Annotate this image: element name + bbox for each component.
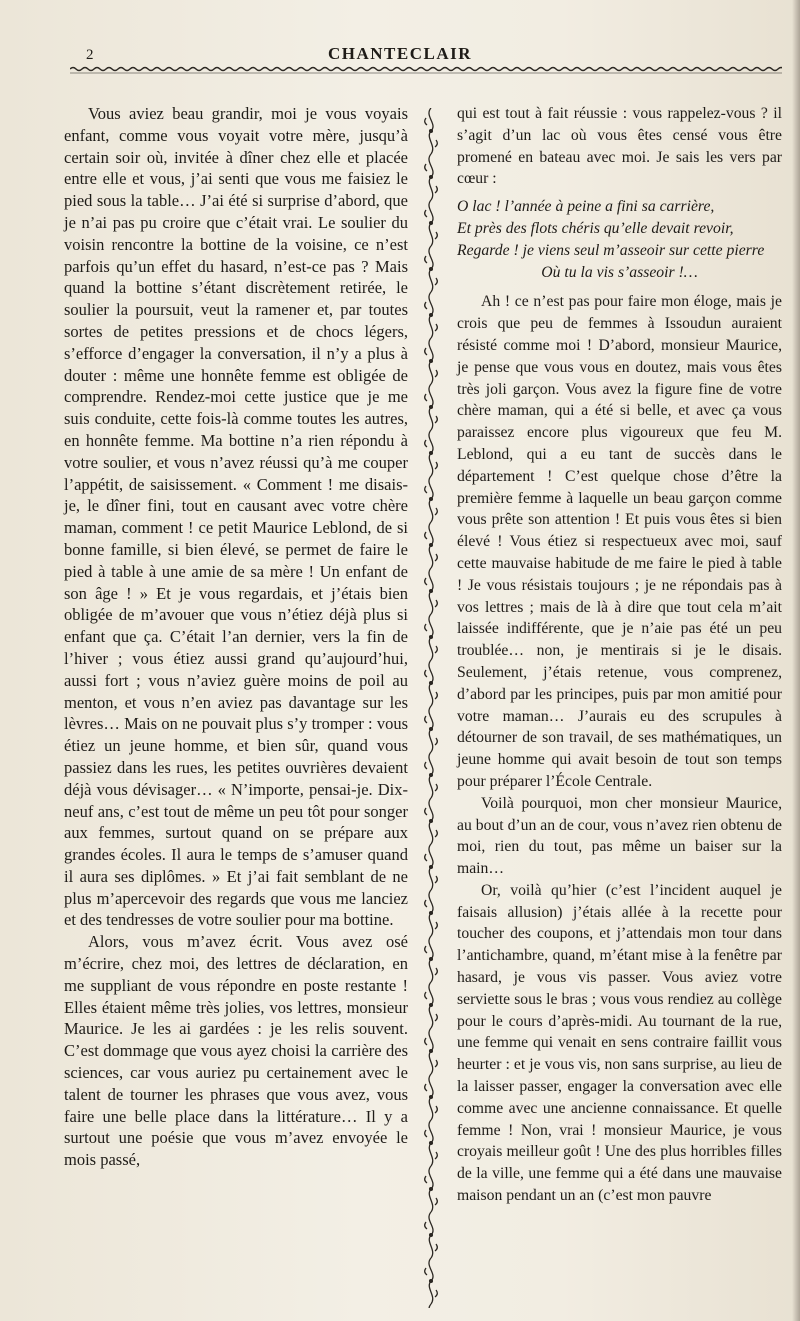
right-column — [457, 103, 782, 1207]
journal-title: CHANTECLAIR — [327, 44, 473, 63]
verse-block — [457, 196, 782, 283]
vertical-floral-ornament-icon — [420, 108, 442, 1308]
wavy-header-rule — [70, 65, 782, 75]
paragraph: Alors, vous m’avez écrit. Vous avez osé m’écrire, chez moi, des lettres de déclaration, en me suppliant de vous répondre en poste restante ! Elles étaient même très jolies, vos lettres, monsieur Maurice. Je les ai gardées : je les relis souvent. C’est dommage que vous ayez choisi la carrière des sciences, car vous auriez pu certainement avec le talent de tourner les phrases que vous avez, vous faire une belle place dans la littérature… Il y a surtout une poésie que vous m’avez envoyée le mois passé, — [64, 932, 408, 1170]
paragraph: Vous aviez beau grandir, moi je vous voyais enfant, comme vous voyait votre mère, jusqu’à certain soir où, invitée à dîner chez elle et placée entre elle et vous, j’ai senti que vous me faisiez le pied sous la table… J’ai été si surprise d’abord, que je n’ai pas pu croire que c’était vrai. Le soulier du voisin rencontre la bottine de la voisine, ce n’est parfois qu’un effet du hasard, n’est-ce pas ? Mais quand la bottine s’étant discrètement retirée, le soulier la poursuit, veut la ramener et, par toutes sortes de petites pressions et de chocs légers, s’efforce d’engager la conversation, il n’y a plus à douter : même une honnête femme est obligée de comprendre. Rendez-moi cette justice que je me suis conduite, cette fois-là comme toutes les autres, en honnête femme. Ma bottine n’a rien répondu à votre soulier, et vous n’avez réussi qu’à me couper l’appétit, de saisissement. « Comment ! me disais-je, le dîner fini, tout en causant avec votre chère maman, comment ! ce petit Maurice Leblond, de si bonne famille, si bien élevé, se permet de faire le pied à table à une amie de sa mère ! Un enfant de son âge ! » Et je vous regardais, et j’étais bien obligée de m’avouer que vous n’étiez déjà plus si enfant que ça. C’était l’an dernier, vers la fin de l’hiver ; vous étiez aussi grand qu’aujourd’hui, aussi fort ; vous n’aviez guère moins de poil au menton, et vous n’en aviez pas davantage sur les lèvres… Mais on ne pouvait plus s’y tromper : vous étiez un jeune homme, et bien sûr, quand vous passiez dans les rues, les petites ouvrières devaient déjà vous dévisager… « N’importe, pensai-je. Dix-neuf ans, c’est tout de même un peu tôt pour songer aux femmes, surtout quand on se prépare aux grandes écoles. Il aura le temps de s’amuser quand il aura ses diplômes. » Et j’ai fait semblant de ne plus m’apercevoir des regards que vous me lanciez et des tendresses de votre soulier pour ma bottine. — [64, 104, 408, 930]
paragraph: qui est tout à fait réussie : vous rappelez-vous ? il s’agit d’un lac où vous êtes censé vous être promené en bateau avec moi. Je sais les vers par cœur : — [457, 105, 782, 188]
verse-line: Où tu la vis s’asseoir !… — [541, 263, 698, 281]
page-header — [0, 40, 800, 80]
verse-line: O lac ! l’année à peine a fini sa carrière, — [457, 198, 715, 216]
paragraph: Ah ! ce n’est pas pour faire mon éloge, mais je crois que peu de femmes à Issoudun auraient résisté comme moi ! D’abord, monsieur Maurice, je pense que vous vous en doutez, mais vous êtes très joli garçon. Vous avez la figure fine de votre chère maman, qui a été si belle, et avec ça vous paraissez encore plus vigoureux que feu M. Leblond, qui a eu tant de succès dans le département ! C’est quelque chose d’être la première femme à laquelle un beau garçon comme vous prête son attention ! Et puis vous êtes si bien élevé ! Vous étiez si respectueux avec moi, sauf cette mauvaise habitude de me faire le pied à table ! Je vous résistais toujours ; je ne répondais pas à vos lettres ; mais de là à dire que tout cela m’ait laissée indifférente, que je n’aie pas été un peu troublée… non, je mentirais si je le disais. Seulement, j’étais retenue, vous comprenez, d’abord par les principes, puis par mon amitié pour votre maman… J’aurais eu des scrupules à détourner de son travail, de ses mathématiques, un jeune homme qui avait besoin de tout son temps pour préparer l’École Centrale. — [457, 293, 782, 790]
left-column — [64, 103, 408, 1171]
verse-line: Regarde ! je viens seul m’asseoir sur cette pierre — [457, 241, 765, 259]
page-edge-shadow — [792, 0, 800, 1321]
paragraph: Or, voilà qu’hier (c’est l’incident auquel je faisais allusion) j’étais allée à la recette pour toucher des coupons, et j’attendais mon tour dans l’antichambre, quand, m’étant mise à la fenêtre par hasard, je vous vis passer. Vous aviez votre serviette sous le bras ; vous vous rendiez au collège pour le cours d’après-midi. Au tournant de la rue, une femme qui venait en sens contraire faillit vous heurter : et je vous vis, non sans surprise, au lieu de la laisser passer, engager la conversation avec elle comme avec une ancienne connaissance. Et quelle femme ! Non, vrai ! monsieur Maurice, je vous croyais meilleur goût ! Une des plus horribles filles de la ville, une femme qui a été dans une mauvaise maison pendant un an (c’est mon pauvre — [457, 881, 782, 1205]
paragraph: Voilà pourquoi, mon cher monsieur Maurice, au bout d’un an de cour, vous n’avez rien obtenu de moi, rien du tout, pas même un baiser sur la main… — [457, 794, 782, 878]
page-number: 2 — [86, 47, 94, 63]
verse-line: Et près des flots chéris qu’elle devait revoir, — [457, 219, 734, 237]
